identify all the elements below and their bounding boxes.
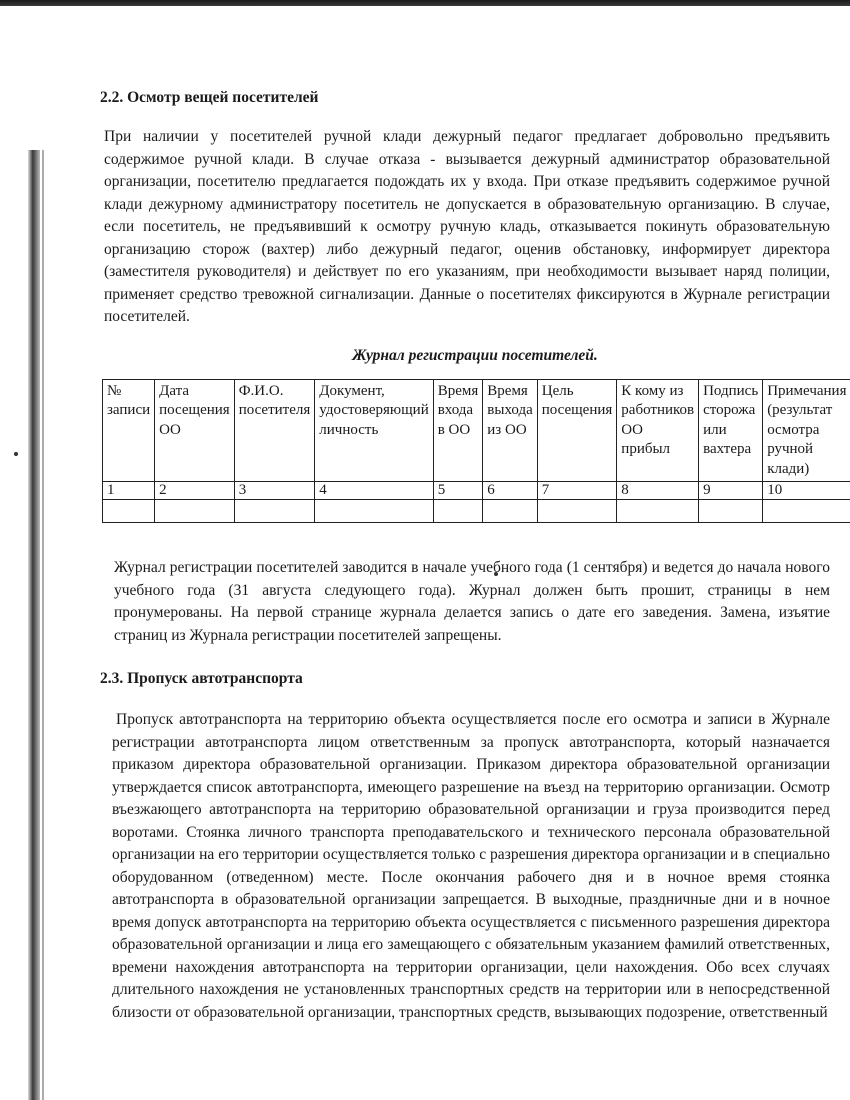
header-cell: Дата посещения ОО [155,379,235,482]
empty-cell [315,500,433,523]
scan-speck [14,452,18,456]
section-heading: 2.2. Осмотр вещей посетителей [100,89,319,106]
column-number: 2 [155,482,235,500]
column-number: 10 [763,482,850,500]
header-cell: Ф.И.О. посетителя [234,379,315,482]
empty-cell [155,500,235,523]
scan-top-edge [0,0,850,6]
journal-paragraph: Журнал регистрации посетителей заводится в начале учебного года (1 сентября) и ведется до начала нового учебного года (31 августа следующего года). Журнал должен быть прошит, страницы в нем пронумерованы. На первой странице журнала делается запись о дате его заведения. Замена, изъятие страниц из Журнала регистрации посетителей запрещены. [114,559,830,644]
document-page [100,88,847,1024]
column-number: 9 [699,482,763,500]
column-number: 1 [103,482,155,500]
header-cell: Время выхода из ОО [483,379,537,482]
table-header-row [103,379,850,482]
header-cell: К кому из работников ОО прибыл [617,379,699,482]
column-number: 6 [483,482,537,500]
empty-cell [537,500,617,523]
header-cell: Время входа в ОО [433,379,483,482]
table-number-row [103,482,850,500]
visitor-journal-table [102,379,850,524]
empty-cell [483,500,537,523]
empty-cell [433,500,483,523]
scan-binding-line [42,150,44,1100]
column-number: 3 [234,482,315,500]
header-cell: Цель посещения [537,379,617,482]
empty-cell [699,500,763,523]
section-heading: 2.3. Пропуск автотранспорта [100,670,303,687]
column-number: 4 [315,482,433,500]
empty-cell [763,500,850,523]
table-caption: Журнал регистрации посетителей. [352,346,598,364]
header-cell: Подпись сторожа или вахтера [699,379,763,482]
header-cell: № записи [103,379,155,482]
empty-cell [617,500,699,523]
section-paragraph: При наличии у посетителей ручной клади дежурный педагог предлагает добровольно предъявить содержимое ручной клади. В случае отказа - вызывается дежурный администратор образовательной организации, посетителю предлагается подождать их у входа. При отказе предъявить содержимое ручной клади дежурному администратору посетитель не допускается в образовательную организацию. В случае, если посетитель, не предъявивший к осмотру ручную кладь, отказывается покинуть образовательную организацию сторож (вахтер) либо дежурный педагог, оценив обстановку, информирует директора (заместителя руководителя) и действует по его указаниям, при необходимости вызывает наряд полиции, применяет средство тревожной сигнализации. Данные о посетителях фиксируются в Журнале регистрации посетителей. [104,128,830,325]
scan-binding-shadow [28,150,40,1100]
header-cell: Документ, удостоверяющий личность [315,379,433,482]
column-number: 7 [537,482,617,500]
column-number: 8 [617,482,699,500]
column-number: 5 [433,482,483,500]
header-cell: Примечания (результат осмотра ручной клади) [763,379,850,482]
table-empty-row [103,500,850,523]
empty-cell [103,500,155,523]
empty-cell [234,500,315,523]
section-paragraph: Пропуск автотранспорта на территорию объекта осуществляется после его осмотра и записи в Журнале регистрации автотранспорта лицом ответственным за пропуск автотранспорта, который назначается приказом директора образовательной организации. Приказом директора образовательной организации утверждается список автотранспорта, имеющего разрешение на въезд на территорию организации. Осмотр въезжающего автотранспорта на территорию образовательной организации и груза производится перед воротами. Стоянка личного транспорта преподавательского и технического персонала образовательной организации на его территории осуществляется только с разрешения директора организации и в специально оборудованном (отведенном) месте. После окончания рабочего дня и в ночное время стоянка автотранспорта в образовательной организации запрещается. В выходные, праздничные дни и в ночное время допуск автотранспорта на территорию объекта осуществляется с письменного разрешения директора образовательной организации и лица его замещающего с обязательным указанием фамилий ответственных, времени нахождения автотранспорта на территории организации, цели нахождения. Обо всех случаях длительного нахождения не установленных транспортных средств на территории или в непосредственной близости от образовательной организации, транспортных средств, вызывающих подозрение, ответственный [112,711,830,1021]
